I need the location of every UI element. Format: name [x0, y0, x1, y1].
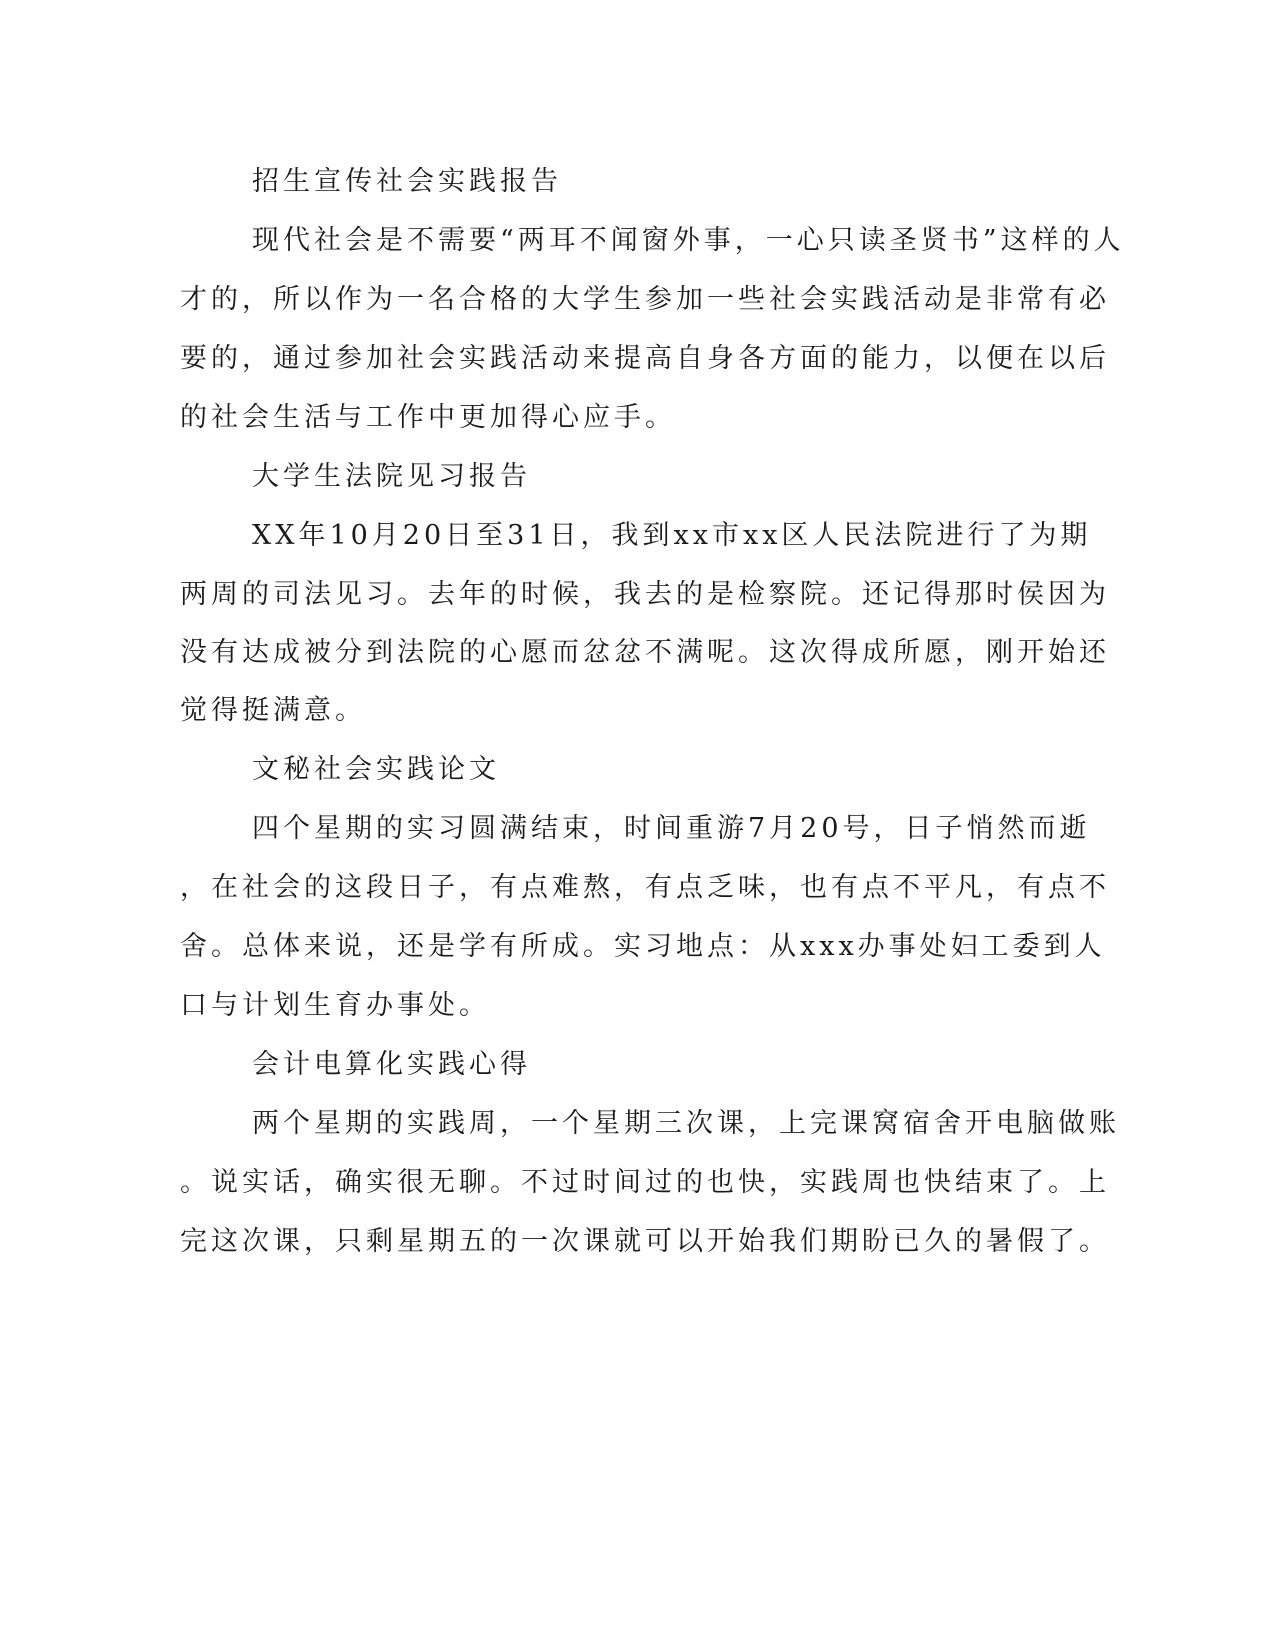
section-heading: 会计电算化实践心得: [252, 1049, 531, 1080]
section-heading: 文秘社会实践论文: [252, 754, 500, 785]
paragraph-line: 。说实话，确实很无聊。不过时间过的也快，实践周也快结束了。上: [180, 1167, 1110, 1198]
paragraph-line: 现代社会是不需要“两耳不闻窗外事，一心只读圣贤书”这样的人: [252, 225, 1125, 256]
section-heading: 大学生法院见习报告: [252, 461, 531, 492]
paragraph-line: ，在社会的这段日子，有点难熬，有点乏味，也有点不平凡，有点不: [180, 872, 1110, 903]
paragraph-line: 的社会生活与工作中更加得心应手。: [180, 402, 676, 433]
paragraph-line: 两个星期的实践周，一个星期三次课，上完课窝宿舍开电脑做账: [252, 1108, 1120, 1139]
paragraph-line: XX年10月20日至31日，我到xx市xx区人民法院进行了为期: [252, 520, 1092, 551]
paragraph-line: 两周的司法见习。去年的时候，我去的是检察院。还记得那时侯因为: [180, 579, 1110, 610]
paragraph-line: 舍。总体来说，还是学有所成。实习地点：从xxx办事处妇工委到人: [180, 931, 1106, 962]
paragraph-line: 完这次课，只剩星期五的一次课就可以开始我们期盼已久的暑假了。: [180, 1226, 1110, 1257]
paragraph-line: 觉得挺满意。: [180, 695, 366, 726]
paragraph-line: 四个星期的实习圆满结束，时间重游7月20号，日子悄然而逝: [252, 813, 1091, 844]
paragraph-line: 口与计划生育办事处。: [180, 990, 490, 1021]
paragraph-line: 要的，通过参加社会实践活动来提高自身各方面的能力，以便在以后: [180, 343, 1110, 374]
paragraph-line: 才的，所以作为一名合格的大学生参加一些社会实践活动是非常有必: [180, 284, 1110, 315]
paragraph-line: 没有达成被分到法院的心愿而忿忿不满呢。这次得成所愿，刚开始还: [180, 637, 1110, 668]
section-heading: 招生宣传社会实践报告: [252, 166, 562, 197]
